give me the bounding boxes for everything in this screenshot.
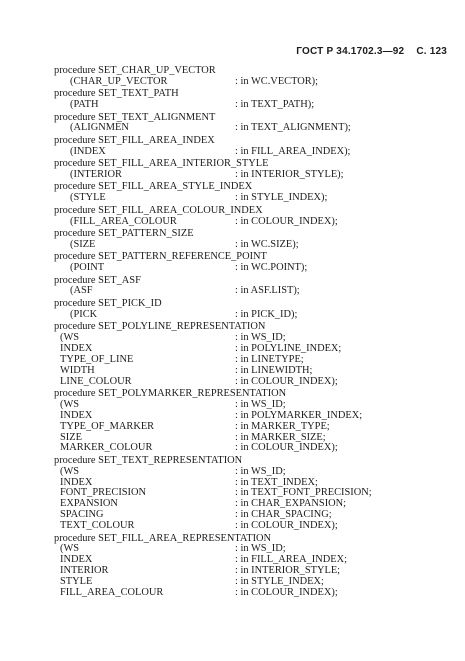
parameter-mode-type: : in LINETYPE; (235, 353, 304, 365)
parameter-mode-type: : in TEXT_INDEX; (235, 476, 318, 488)
procedure-block (54, 322, 454, 387)
parameter-name: (ASF (70, 285, 93, 297)
parameter-mode-type: : in COLOUR_INDEX); (235, 215, 338, 227)
parameter-line (54, 286, 454, 297)
parameter-name: TYPE_OF_LINE (60, 353, 134, 365)
parameter-line (54, 443, 454, 454)
parameter-name: (POINT (70, 262, 105, 274)
parameter-name: FILL_AREA_COLOUR (60, 586, 164, 598)
parameter-name: (WS (60, 465, 80, 477)
procedure-listing (54, 66, 454, 600)
procedure-block (54, 299, 454, 321)
procedure-block (54, 136, 454, 158)
procedure-title: procedure SET_CHAR_UP_VECTOR (54, 65, 216, 76)
parameter-mode-type: : in WS_ID; (235, 465, 286, 477)
parameter-name: (SIZE (70, 238, 96, 250)
parameter-mode-type: : in LINEWIDTH; (235, 364, 313, 376)
parameter-name: INDEX (60, 554, 93, 566)
parameter-line (54, 100, 454, 111)
procedure-block (54, 206, 454, 228)
procedure-block (54, 252, 454, 274)
standard-number: ГОСТ Р 34.1702.3—92 (296, 46, 405, 57)
parameter-mode-type: : in INTERIOR_STYLE; (235, 565, 341, 577)
parameter-mode-type: : in MARKER_TYPE; (235, 420, 330, 432)
procedure-title: procedure SET_POLYMARKER_REPRESENTATION (54, 387, 287, 399)
parameter-line (54, 123, 454, 134)
procedure-block (54, 182, 454, 204)
page-header (296, 46, 447, 57)
parameter-mode-type: : in COLOUR_INDEX); (235, 520, 338, 532)
procedure-block (54, 534, 454, 599)
parameter-name: (STYLE (70, 192, 106, 204)
procedure-block (54, 66, 454, 88)
parameter-name: INDEX (60, 342, 93, 354)
procedure-block (54, 89, 454, 111)
parameter-mode-type: : in COLOUR_INDEX); (235, 375, 338, 387)
procedure-title: procedure SET_FILL_AREA_REPRESENTATION (54, 532, 272, 544)
parameter-line (54, 217, 454, 228)
parameter-name: (ALIGNMEN (70, 122, 129, 134)
parameter-line (54, 77, 454, 88)
parameter-mode-type: : in INTERIOR_STYLE); (235, 169, 344, 181)
parameter-mode-type: : in WS_ID; (235, 331, 286, 343)
parameter-line (54, 193, 454, 204)
parameter-name: (INTERIOR (70, 169, 122, 181)
parameter-name: FONT_PRECISION (60, 487, 147, 499)
parameter-line (54, 310, 454, 321)
parameter-name: MARKER_COLOUR (60, 442, 153, 454)
parameter-line (54, 422, 454, 433)
procedure-title: procedure SET_FILL_AREA_COLOUR_INDEX (54, 204, 263, 216)
parameter-name: (WS (60, 398, 80, 410)
parameter-name: (FILL_AREA_COLOUR (70, 215, 177, 227)
parameter-mode-type: : in POLYMARKER_INDEX; (235, 409, 363, 421)
parameter-mode-type: : in TEXT_PATH); (235, 99, 315, 111)
procedure-block (54, 456, 454, 532)
parameter-name: TYPE_OF_MARKER (60, 420, 155, 432)
procedure-title: procedure SET_PATTERN_SIZE (54, 227, 194, 239)
parameter-name: (WS (60, 331, 80, 343)
procedure-block (54, 389, 454, 454)
parameter-line (54, 521, 454, 532)
parameter-mode-type: : in STYLE_INDEX; (235, 576, 324, 588)
parameter-mode-type: : in CHAR_SPACING; (235, 509, 332, 521)
parameter-mode-type: : in WC.VECTOR); (235, 75, 319, 87)
procedure-block (54, 276, 454, 298)
procedure-title: procedure SET_ASF (54, 274, 141, 286)
procedure-title: procedure SET_TEXT_REPRESENTATION (54, 454, 243, 466)
parameter-name: INDEX (60, 476, 93, 488)
procedure-title: procedure SET_FILL_AREA_INTERIOR_STYLE (54, 158, 269, 170)
parameter-mode-type: : in WC.SIZE); (235, 238, 299, 250)
parameter-name: SIZE (60, 431, 82, 443)
parameter-mode-type: : in WS_ID; (235, 543, 286, 555)
parameter-line (54, 588, 454, 599)
parameter-mode-type: : in ASF.LIST); (235, 285, 300, 297)
parameter-mode-type: : in WC.POINT); (235, 262, 308, 274)
parameter-name: (INDEX (70, 145, 106, 157)
procedure-title: procedure SET_PICK_ID (54, 297, 162, 309)
parameter-mode-type: : in COLOUR_INDEX); (235, 586, 338, 598)
parameter-line (54, 240, 454, 251)
parameter-mode-type: : in STYLE_INDEX); (235, 192, 328, 204)
parameter-name: INDEX (60, 409, 93, 421)
parameter-line (54, 147, 454, 158)
parameter-mode-type: : in MARKER_SIZE; (235, 431, 326, 443)
parameter-name: INTERIOR (60, 565, 109, 577)
parameter-line (54, 467, 454, 478)
parameter-line (54, 263, 454, 274)
parameter-mode-type: : in CHAR_EXPANSION; (235, 498, 347, 510)
parameter-name: LINE_COLOUR (60, 375, 132, 387)
parameter-mode-type: : in FILL_AREA_INDEX; (235, 554, 347, 566)
procedure-title: procedure SET_FILL_AREA_INDEX (54, 134, 215, 146)
parameter-mode-type: : in FILL_AREA_INDEX); (235, 145, 351, 157)
parameter-name: EXPANSION (60, 498, 118, 510)
parameter-line (54, 170, 454, 181)
parameter-name: TEXT_COLOUR (60, 520, 135, 532)
parameter-mode-type: : in PICK_ID); (235, 308, 298, 320)
parameter-mode-type: : in TEXT_ALIGNMENT); (235, 122, 351, 134)
procedure-title: procedure SET_FILL_AREA_STYLE_INDEX (54, 181, 253, 193)
procedure-title: procedure SET_POLYLINE_REPRESENTATION (54, 321, 266, 333)
procedure-title: procedure SET_TEXT_PATH (54, 88, 179, 100)
parameter-mode-type: : in POLYLINE_INDEX; (235, 342, 342, 354)
parameter-name: STYLE (60, 576, 93, 588)
page-number: С. 123 (416, 46, 447, 57)
parameter-name: (CHAR_UP_VECTOR (70, 75, 168, 87)
parameter-mode-type: : in WS_ID; (235, 398, 286, 410)
parameter-mode-type: : in TEXT_FONT_PRECISION; (235, 487, 372, 499)
parameter-name: (PICK (70, 308, 98, 320)
procedure-title: procedure SET_TEXT_ALIGNMENT (54, 111, 216, 123)
parameter-name: WIDTH (60, 364, 95, 376)
procedure-title: procedure SET_PATTERN_REFERENCE_POINT (54, 251, 267, 263)
parameter-line (54, 377, 454, 388)
procedure-block (54, 159, 454, 181)
parameter-mode-type: : in COLOUR_INDEX); (235, 442, 338, 454)
parameter-name: (PATH (70, 99, 99, 111)
parameter-name: SPACING (60, 509, 104, 521)
procedure-block (54, 229, 454, 251)
parameter-name: (WS (60, 543, 80, 555)
procedure-block (54, 113, 454, 135)
